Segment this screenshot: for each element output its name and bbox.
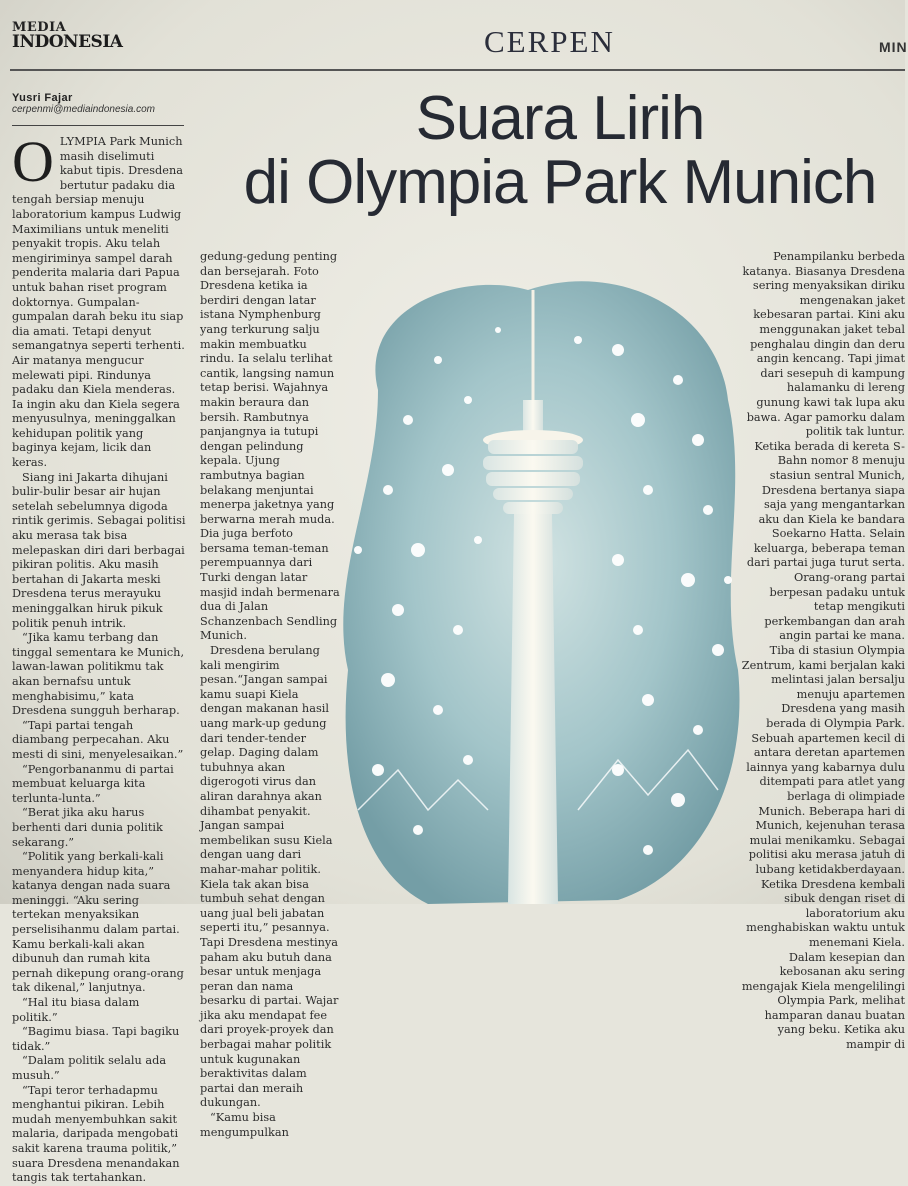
headline-line-2: di Olympia Park Munich bbox=[243, 148, 877, 217]
paragraph: “Kamu bisa mengumpulkan bbox=[200, 1111, 289, 1139]
paragraph: “Tapi teror terhadapmu menghantui pikiran. Lebih mudah menyembuhkan sakit malaria, daripada mengobati sakit karena trauma politik,” suara Dresdena menandakan tangis tak tertahankan. bbox=[12, 1083, 180, 1185]
author-name: Yusri Fajar bbox=[12, 92, 73, 104]
headline-line-1: Suara Lirih bbox=[415, 84, 705, 153]
cropped-header-text: MIN bbox=[879, 39, 908, 55]
author-block bbox=[12, 92, 155, 115]
text-column-3 bbox=[740, 250, 905, 1052]
header-divider bbox=[10, 69, 905, 71]
author-email: cerpenmi@mediaindonesia.com bbox=[12, 104, 155, 115]
paragraph: “Tapi partai tengah diambang perpecahan. Aku mesti di sini, menyelesaikan.” bbox=[12, 718, 184, 761]
paragraph: Tiba di stasiun Olympia Zentrum, kami berjalan kaki melintasi jalan bersalju menuju apartemen Dresdena yang masih berada di Olympia Park. Sebuah apartemen kecil di antara deretan apartemen lainnya yang kabarnya dulu ditempati para atlet yang berlaga di olimpiade Munich. Beberapa hari di Munich, kejenuhan terasa mulai menikamku. Sebagai politisi aku merasa jatuh di lubang ketidakberdayaan. Ketika Dresdena kembali sibuk dengan riset di laboratorium aku menghabiskan waktu untuk menemani Kiela. bbox=[741, 644, 905, 949]
paragraph: Dresdena berulang kali mengirim pesan.“Jangan sampai kamu suapi Kiela dengan makanan hasil uang mark-up gedung dari tender-tender gelap. Daging dalam tubuhnya akan digerogoti virus dan aliran darahnya akan dihambat penyakit. Jangan sampai membelikan susu Kiela dengan uang dari mahar-mahar politik. Kiela tak akan bisa tumbuh sehat dengan uang jual beli jabatan seperti itu,” pesannya. Tapi Dresdena mestinya paham aku butuh dana besar untuk menjaga peran dan nama besarku di partai. Wajar jika aku mendapat fee dari proyek-proyek dan berbagai mahar politik untuk kugunakan beraktivitas dalam partai dan meraih dukungan. bbox=[200, 644, 339, 1110]
logo-top-word: MEDIA bbox=[12, 20, 67, 35]
paragraph: “Bagimu biasa. Tapi bagiku tidak.” bbox=[12, 1025, 180, 1053]
paragraph: “Jika kamu terbang dan tinggal sementara ke Munich, lawan-lawan politikmu tak akan bernafsu untuk menghabisimu,” kata Dresdena sungguh berharap. bbox=[12, 631, 185, 718]
paragraph: Siang ini Jakarta dihujani bulir-bulir besar air hujan setelah sebelumnya digoda rintik gerimis. Sebagai politisi aku merasa tak bisa melepaskan diri dari berbagai pikiran politis. Aku masih bertahan di Jakarta meski Dresdena terus merayuku meninggalkan hiruk pikuk politik penuh intrik. bbox=[12, 470, 186, 630]
logo-bottom-word: INDONESIA bbox=[12, 32, 123, 53]
section-rubric: CERPEN bbox=[484, 24, 615, 59]
story-headline bbox=[225, 84, 895, 217]
paragraph: “Hal itu biasa dalam politik.” bbox=[12, 996, 140, 1024]
paragraph: “Berat jika aku harus berhenti dari dunia politik sekarang.” bbox=[12, 806, 163, 849]
paragraph: Ketika berada di kereta S-Bahn nomor 8 menuju stasiun sentral Munich, Dresdena bertanya siapa saja yang mengantarkan aku dan Kiela ke bandara Soekarno Hatta. Selain keluarga, beberapa teman dari partai juga turut serta. Orang-orang partai berpesan padaku untuk tetap mengikuti perkembangan dan arah angin partai ke mana. bbox=[746, 439, 905, 643]
author-divider bbox=[12, 125, 184, 126]
paragraph: “Pengorbananmu di partai membuat keluarga kita terlunta-lunta.” bbox=[12, 762, 174, 805]
text-column-1 bbox=[12, 129, 188, 1185]
paragraph: Dalam kesepian dan kebosanan aku sering mengajak Kiela mengelilingi Olympia Park, melihat hamparan danau buatan yang beku. Ketika aku mampir di bbox=[741, 950, 905, 1052]
tower-illustration bbox=[318, 250, 748, 904]
paragraph: “Politik yang berkali-kali menyandera hidup kita,” katanya dengan nada suara meninggi. “Aku sering tertekan menyaksikan perselisihanmu dalam partai. Kamu berkali-kali akan dibunuh dan rumah kita pernah dikepung orang-orang tak dikenal,” lanjutnya. bbox=[12, 850, 184, 995]
newspaper-logo bbox=[12, 20, 123, 53]
paragraph: Penampilanku berbeda katanya. Biasanya Dresdena sering menyaksikan diriku mengenakan jaket kebesaran partai. Kini aku menggunakan jaket tebal penghalau dingin dan deru angin kencang. Tapi jimat dari sesepuh di kampung halamanku di lereng gunung kawi tak lupa aku bawa. Agar pamorku dalam politik tak luntur. bbox=[742, 250, 905, 439]
drop-cap: O bbox=[12, 129, 54, 194]
paragraph: “Dalam politik selalu ada musuh.” bbox=[12, 1054, 167, 1082]
paragraph: gedung-gedung penting dan bersejarah. Foto Dresdena ketika ia berdiri dengan latar istana Nymphenburg yang terkurung salju makin membuatku rindu. Ia selalu terlihat cantik, langsing namun tetap berisi. Wajahnya makin beraura dan bersih. Rambutnya panjangnya ia tutupi dengan pelindung kepala. Ujung rambutnya bagian belakang menjuntai menerpa jaketnya yang berwarna merah muda. Dia juga berfoto bersama teman-teman perempuannya dari Turki dengan latar masjid indah bermenara dua di Jalan Schanzenbach Sendling Munich. bbox=[200, 250, 340, 643]
paragraph: LYMPIA Park Munich masih diselimuti kabut tipis. Dresdena bertutur padaku dia tengah bersiap menuju laboratorium kampus Ludwig Maximilians untuk meneliti penyakit tropis. Aku telah mengiriminya sampel darah penderita malaria dari Papua untuk bahan riset program doktornya. Gumpalan-gumpalan darah beku itu siap dia amati. Tetapi denyut semangatnya seperti terhenti. Air matanya mengucur melewati pipi. Rindunya padaku dan Kiela menderas. Ia ingin aku dan Kiela segera menyusulnya, meninggalkan kehidupan politik yang baginya kejam, licik dan keras. bbox=[12, 135, 185, 470]
